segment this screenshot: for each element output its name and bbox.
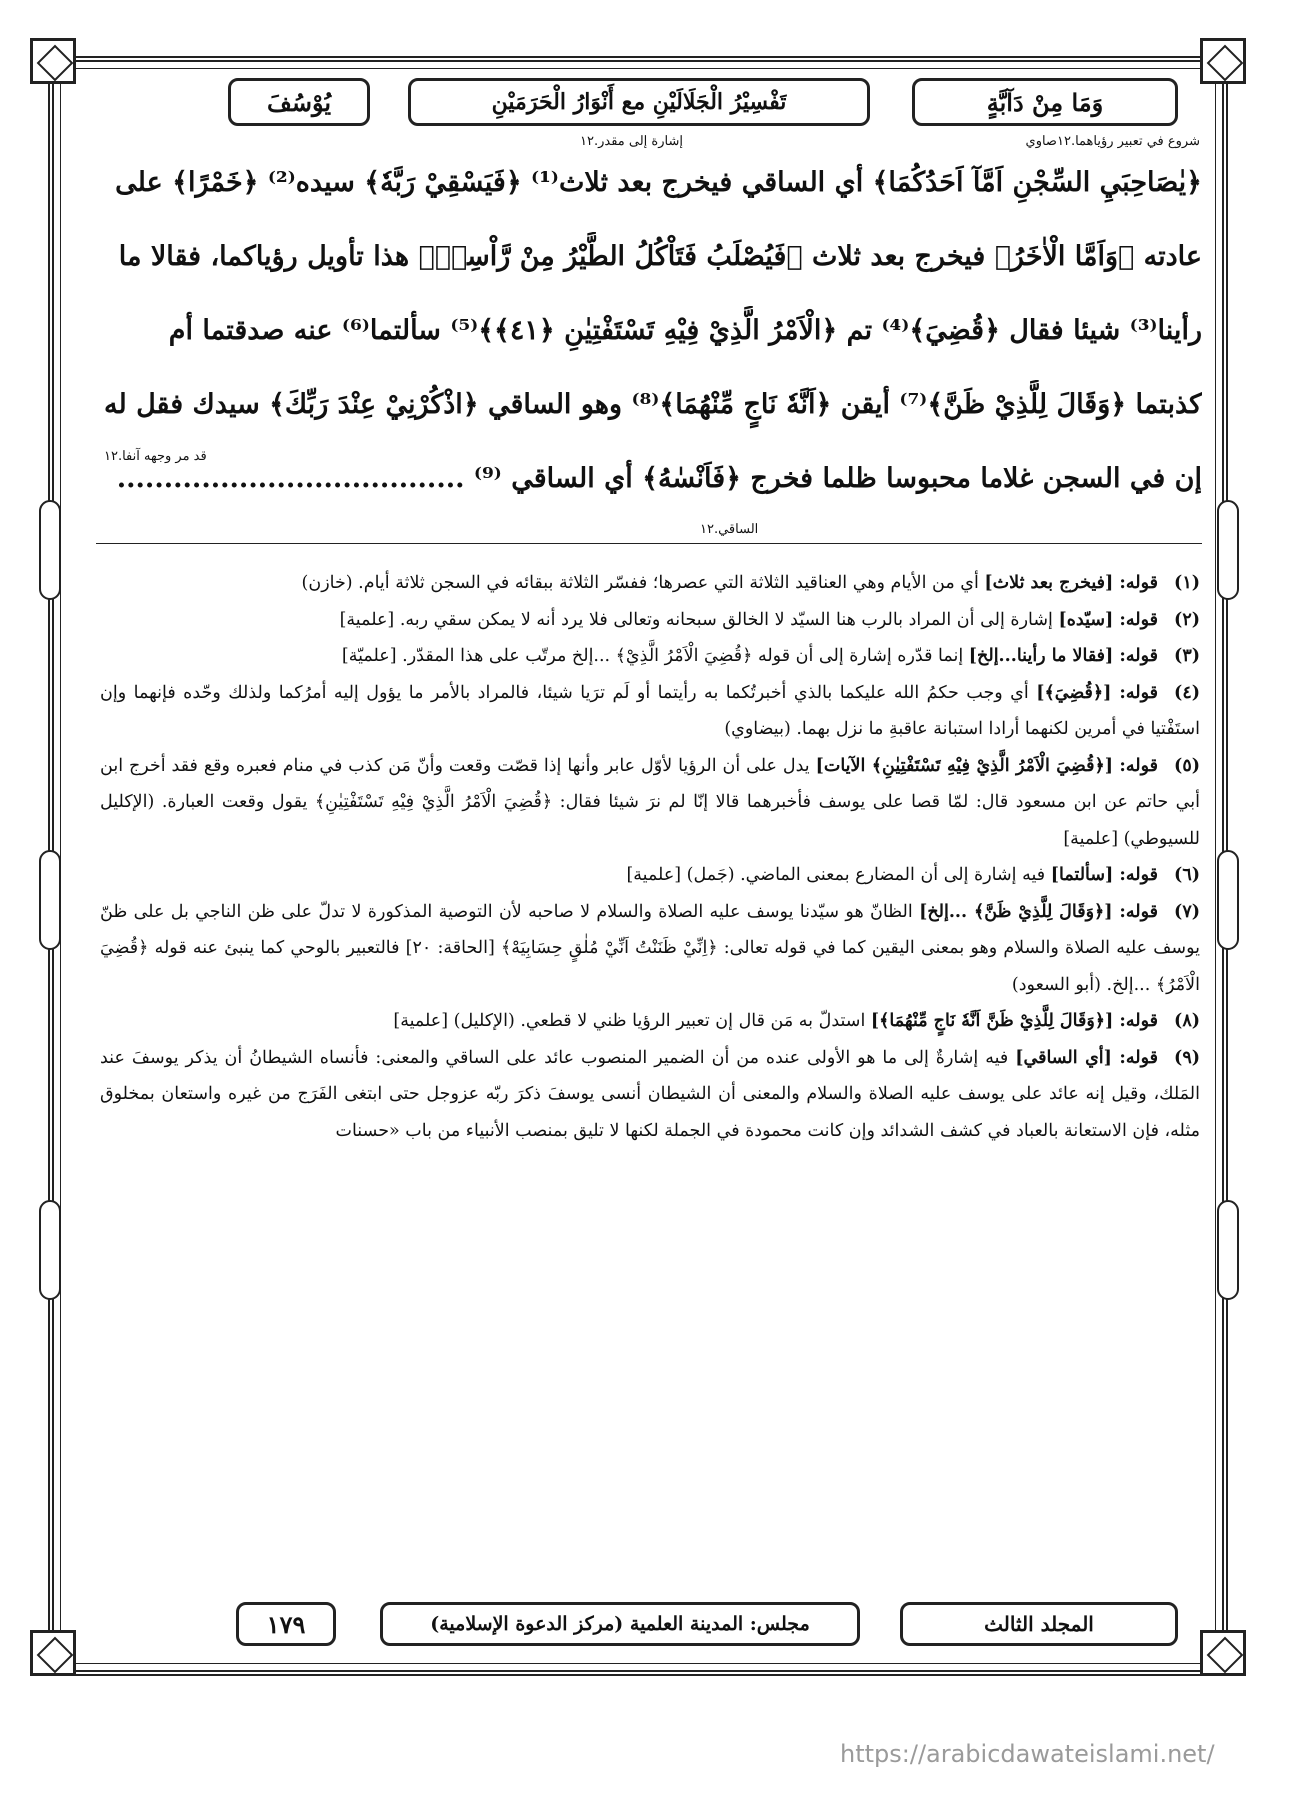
footnote-number: (١) [1174, 573, 1200, 593]
footnote-label: قوله: [سيّده] [1058, 609, 1158, 630]
footnote-label: قوله: [﴿وَقَالَ لِلَّذِيْ ظَنَّ﴾ ...إلخ] [919, 901, 1158, 922]
side-ornament [39, 850, 61, 950]
footnote-text: إشارة إلى أن المراد بالرب هنا السيّد لا الخالق سبحانه وتعالى فلا يرد أنه لا يمكن سقي ربه. [علمية] [339, 609, 1059, 630]
footnote-text: الظانّ هو سيّدنا يوسف عليه الصلاة والسلام لا صاحبه لأن التوصية المذكورة لا تدلّ على ظن الناجي بل على ظنّ يوسف عليه الصلاة والسلام وهو بمعنى اليقين كما في قوله تعالى: ﴿اِنِّيْ ظَنَنْتُ اَنِّيْ مُلٰقٍ حِسَابِيَهْ﴾ [الحاقة: ٢٠] فالتعبير بالوحي كما ينبئ عنه قوله ﴿قُضِيَ الْاَمْرُ﴾ ...إلخ. (أبو السعود) [100, 901, 1200, 995]
gloss-note: الساقي.١٢ [700, 522, 759, 537]
footnote [100, 1040, 1200, 1150]
main-line: كذبتما ﴿وَقَالَ لِلَّذِيْ ظَنَّ﴾⁽⁷⁾ أيقن ﴿اَنَّهٗ نَاجٍ مِّنْهُمَا﴾⁽⁸⁾ وهو الساقي ﴿اذْكُرْنِيْ عِنْدَ رَبِّكَ﴾ سيدك فقل له [104, 389, 1202, 420]
footnote-text: يدل على أن الرؤيا لأوّل عابر وأنها إذا قصّت وقعت وأنّ مَن كذب في منام فعبره وقع فقد أخرج ابن أبي حاتم عن ابن مسعود قال: لمّا قصا على يوسف فأخبرهما قالا إنّا لم نرَ شيئا فقال: ﴿قُضِيَ الْاَمْرُ الَّذِيْ فِيْهِ تَسْتَفْتِيٰنِ﴾ يقول وقعت العبارة. (الإكليل للسيوطي) [علمية] [100, 755, 1200, 849]
header-book-title [408, 78, 870, 126]
footnote [100, 638, 1200, 675]
footnote-label: قوله: [﴿قُضِيَ الْاَمْرُ الَّذِيْ فِيْهِ تَسْتَفْتِيٰنِ﴾ الآيات] [815, 755, 1158, 776]
header-surah-title [912, 78, 1178, 126]
gloss-note: إشارة إلى مقدر.١٢ [580, 134, 683, 149]
header-center-text: تَفْسِيْرُ الْجَلَالَيْنِ مع أَنْوَارُ الْحَرَمَيْنِ [491, 89, 787, 115]
footnote-number: (٧) [1174, 901, 1200, 922]
footnote [100, 748, 1200, 858]
footnote-label: قوله: [فقالا ما رأينا...إلخ] [968, 646, 1158, 666]
footer-volume-text: المجلد الثالث [984, 1612, 1094, 1636]
footnote-text: فيه إشارة إلى أن المضارع بمعنى الماضي. (جَمل) [علمية] [626, 865, 1051, 885]
header-chapter-title [228, 78, 370, 126]
footnote-label: قوله: [سألتما] [1050, 865, 1158, 885]
corner-ornament [1200, 1630, 1246, 1676]
footnote-number: (٥) [1174, 755, 1200, 776]
footnote-number: (٩) [1174, 1047, 1200, 1068]
corner-ornament [30, 1630, 76, 1676]
page-number [236, 1602, 336, 1646]
footnote [100, 857, 1200, 894]
gloss-note: قد مر وجهه آنفا.١٢ [104, 449, 207, 464]
footnote-text: فيه إشارةٌ إلى ما هو الأولى عنده من أن الضمير المنصوب عائد على الساقي والمعنى: فأنساه الشيطانُ أن يذكر يوسفَ عند المَلك، وقيل إنه عائد على يوسف عليه الصلاة والسلام والمعنى أن الشيطان أنسى يوسفَ ذكرَ ربّه عزوجل حتى ابتغى الفَرَج من غيره واستعان بمخلوق مثله، فإن الاستعانة بالعباد في كشف الشدائد وإن كانت محمودة في الجملة لكنها لا تليق بمنصب الأنبياء من باب «حسنات [100, 1047, 1200, 1141]
main-line: عادته ﴿وَاَمَّا الْاٰخَرُ﴾ فيخرج بعد ثلاث ﴿فَيُصْلَبُ فَتَاْكُلُ الطَّيْرُ مِنْ رَّاْسِهٖ﴾ هذا تأويل رؤياكما، فقالا ما [118, 241, 1202, 272]
footnote-text: إنما قدّره إشارة إلى أن قوله ﴿قُضِيَ الْاَمْرُ الَّذِيْ﴾ ...إلخ مرتّب على هذا المقدّر. [علميّة] [341, 646, 969, 666]
footnote-label: قوله: [فيخرج بعد ثلاث] [984, 573, 1158, 593]
footer-publisher [380, 1602, 860, 1646]
side-ornament [1217, 1200, 1239, 1300]
page-number-text: ١٧٩ [266, 1609, 306, 1639]
main-tafsir-text [96, 158, 1202, 528]
footnote [100, 565, 1200, 602]
footnote [100, 1003, 1200, 1040]
footnote-label: قوله: [أي الساقي] [1015, 1047, 1158, 1068]
side-ornament [39, 1200, 61, 1300]
footnote-number: (٤) [1174, 682, 1200, 703]
footnote-number: (٨) [1174, 1011, 1200, 1031]
footnote [100, 675, 1200, 748]
footnote-label: قوله: [﴿قُضِيَ﴾] [1036, 682, 1158, 703]
footnote-text: استدلّ به مَن قال إن تعبير الرؤيا ظني لا قطعي. (الإكليل) [علمية] [393, 1011, 871, 1031]
footnote-number: (٢) [1174, 609, 1200, 630]
side-ornament [1217, 850, 1239, 950]
gloss-note: شروع في تعبير رؤياهما.١٢صاوي [1025, 134, 1200, 149]
footnote [100, 602, 1200, 639]
footer-volume [900, 1602, 1178, 1646]
side-ornament [1217, 500, 1239, 600]
footnote [100, 894, 1200, 1004]
main-line: إن في السجن غلاما محبوسا ظلما فخرج ﴿فَاَنْسٰهُ﴾ أي الساقي ⁽⁹⁾ ..................................... [116, 463, 1202, 494]
footnote-label: قوله: [﴿وَقَالَ لِلَّذِيْ ظَنَّ اَنَّهٗ نَاجٍ مِّنْهُمَا﴾] [870, 1011, 1158, 1031]
footnote-text: أي من الأيام وهي العناقيد الثلاثة التي عصرها؛ ففسّر الثلاثة ببقائه في السجن ثلاثة أيام. (خازن) [301, 573, 985, 593]
header-left-text: يُوْسُفَ [266, 87, 332, 117]
footnote-text: أي وجب حكمُ الله عليكما بالذي أخبرتُكما به رأيتما أو لَم ترَيا شيئا، فالمراد بالأمر ما يؤول إليه أمرُكما ولذلك وحّده فإنهما وإن استَفْتيا في أمرين لكنهما أرادا استبانة عاقبةِ ما نزل بهما. (بيضاوي) [100, 682, 1200, 739]
side-ornament [39, 500, 61, 600]
footer-publisher-text: مجلس: المدينة العلمية (مركز الدعوة الإسلامية) [430, 1613, 810, 1635]
corner-ornament [1200, 38, 1246, 84]
footnotes [100, 565, 1200, 1149]
main-line: رأينا⁽³⁾ شيئا فقال ﴿قُضِيَ﴾⁽⁴⁾ تم ﴿الْاَمْرُ الَّذِيْ فِيْهِ تَسْتَفْتِيٰنِ ﴿٤١﴾﴾⁽⁵⁾ سألتما⁽⁶⁾ عنه صدقتما أم [168, 315, 1202, 346]
watermark-url: https://arabicdawateislami.net/ [840, 1740, 1215, 1768]
header-right-text: وَمَا مِنْ دَآبَّةٍ [986, 87, 1104, 117]
corner-ornament [30, 38, 76, 84]
footnote-number: (٦) [1174, 865, 1200, 885]
footnote-separator [96, 543, 1202, 544]
main-line: ﴿يٰصَاحِبَيِ السِّجْنِ اَمَّآ اَحَدُكُمَا﴾ أي الساقي فيخرج بعد ثلاث⁽¹⁾ ﴿فَيَسْقِيْ رَبَّهٗ﴾ سيده⁽²⁾ ﴿خَمْرًا﴾ على [115, 167, 1202, 198]
footnote-number: (٣) [1174, 646, 1200, 666]
